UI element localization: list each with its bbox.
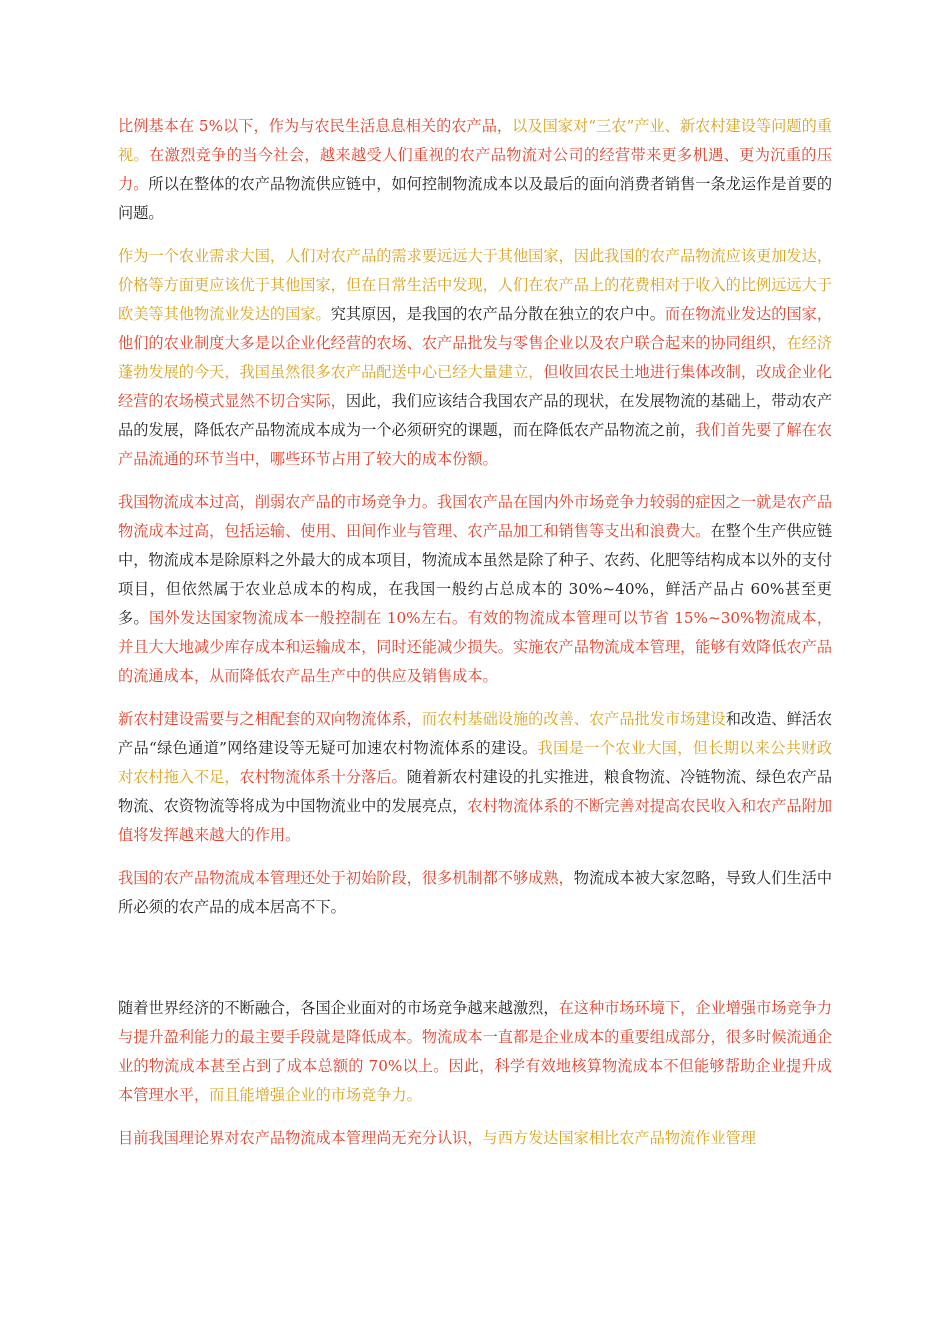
text-segment: 在这种市场环境下，企业增强市场竞争力与提升盈利能力的最主要手段就是降低成本。物流成本一直都是企业成本的重要组成部分，很多时候流通企业的物流成本甚至占到了成本总额的 70%以上。因此，科学有效地核算物流成本不但能够帮助企业提升成本管理水平， — [118, 999, 833, 1104]
text-segment: 但收回农民土地进行集体改制，改成企业化经营的农场模式显然不切合实际， — [118, 363, 833, 410]
text-segment: 我国的农产品物流成本管理还处于初始阶段，很多机制都不够成熟， — [118, 869, 574, 887]
text-segment: 比例基本在 5%以下，作为与农民生活息息相关的农产品， — [118, 117, 513, 135]
text-segment: 我国是一个农业大国，但长期以来公共财政对农村拖入不足， — [118, 739, 833, 786]
paragraph-spacer — [118, 474, 832, 488]
text-segment: 农村物流体系十分落后。 — [239, 768, 407, 786]
text-segment: 所以在整体的农产品物流供应链中，如何控制物流成本以及最后的面向消费者销售一条龙运作是首要的问题。 — [118, 175, 833, 222]
text-segment: 我国物流成本过高，削弱农产品的市场竞争力。我国农产品在国内外市场竞争力较弱的症因之一就是农产品物流成本过高，包括运输、使用、田间作业与管理、农产品加工和销售等支出和浪费大。 — [118, 493, 832, 540]
paragraph-spacer — [118, 850, 832, 864]
text-segment: 新农村建设需要与之相配套的双向物流体系， — [118, 710, 422, 728]
text-segment: 而在物流业发达的国家，他们的农业制度大多是以企业化经营的农场、农产品批发与零售企业以及农户联合起来的协同组织， — [118, 305, 833, 352]
text-segment: 在经济蓬勃发展的今天，我国虽然很多农产品配送中心已经大量建立， — [118, 334, 833, 381]
paragraph-1 — [118, 112, 832, 228]
text-segment: 而农村基础设施的改善、农产品批发市场建设 — [421, 710, 726, 728]
text-segment: 目前我国理论界对农产品物流成本管理尚无充分认识， — [118, 1129, 483, 1147]
text-segment: 作为一个农业需求大国，人们对农产品的需求要远远大于其他国家，因此我国的农产品物流应该更加发达，价格等方面更应该优于其他国家，但在日常生活中发现，人们在农产品上的花费相对于收入的比例远远大于欧美等其他物流业发达的国家。 — [118, 247, 832, 323]
paragraph-spacer — [118, 228, 832, 242]
paragraph-spacer — [118, 1110, 832, 1124]
paragraph-2 — [118, 242, 832, 474]
text-segment: 以及国家对“三农”产业、新农村建设等问题的重视。 — [118, 117, 832, 164]
text-segment: 因此，我们应该结合我国农产品的现状，在发展物流的基础上，带动农产品的发展，降低农产品物流成本成为一个必须研究的课题，而在降低农产品物流之前， — [118, 392, 833, 439]
text-segment: 农村物流体系的不断完善对提高农民收入和农产品附加值将发挥越来越大的作用。 — [118, 797, 833, 844]
text-segment: 和改造、鲜活农产品“绿色通道”网络建设等无疑可加速农村物流体系的建设。 — [118, 710, 833, 757]
document-body — [118, 112, 832, 1153]
text-segment: 随着世界经济的不断融合，各国企业面对的市场竞争越来越激烈， — [118, 999, 559, 1017]
text-segment: 而且能增强企业的市场竞争力。 — [209, 1086, 422, 1104]
paragraph-7 — [118, 1124, 832, 1153]
paragraph-3 — [118, 488, 832, 691]
paragraph-4 — [118, 705, 832, 850]
paragraph-6 — [118, 994, 832, 1110]
paragraph-spacer — [118, 691, 832, 705]
text-segment: 究其原因，是我国的农产品分散在独立的农户中。 — [330, 305, 665, 323]
text-segment: 我们首先要了解在农产品流通的环节当中，哪些环节占用了较大的成本份额。 — [118, 421, 833, 468]
text-segment: 物流成本被大家忽略，导致人们生活中所必须的农产品的成本居高不下。 — [118, 869, 833, 916]
section-spacer — [118, 922, 832, 994]
text-segment: 在激烈竞争的当今社会，越来越受人们重视的农产品物流对公司的经营带来更多机遇、更为沉重的压力。 — [118, 146, 833, 193]
text-segment: 与西方发达国家相比农产品物流作业管理 — [482, 1129, 756, 1147]
text-segment: 在整个生产供应链中，物流成本是除原料之外最大的成本项目，物流成本虽然是除了种子、农药、化肥等结构成本以外的支付项目，但依然属于农业总成本的构成，在我国一般约占总成本的 30%~40%，鲜活产品占 60%甚至更多。 — [118, 522, 833, 627]
text-segment: 国外发达国家物流成本一般控制在 10%左右。有效的物流成本管理可以节省 15%~30%物流成本，并且大大地减少库存成本和运输成本，同时还能减少损失。实施农产品物流成本管理，能够有效降低农产品的流通成本，从而降低农产品生产中的供应及销售成本。 — [118, 609, 833, 685]
paragraph-5 — [118, 864, 832, 922]
text-segment: 随着新农村建设的扎实推进，粮食物流、冷链物流、绿色农产品物流、农资物流等将成为中国物流业中的发展亮点， — [118, 768, 833, 815]
